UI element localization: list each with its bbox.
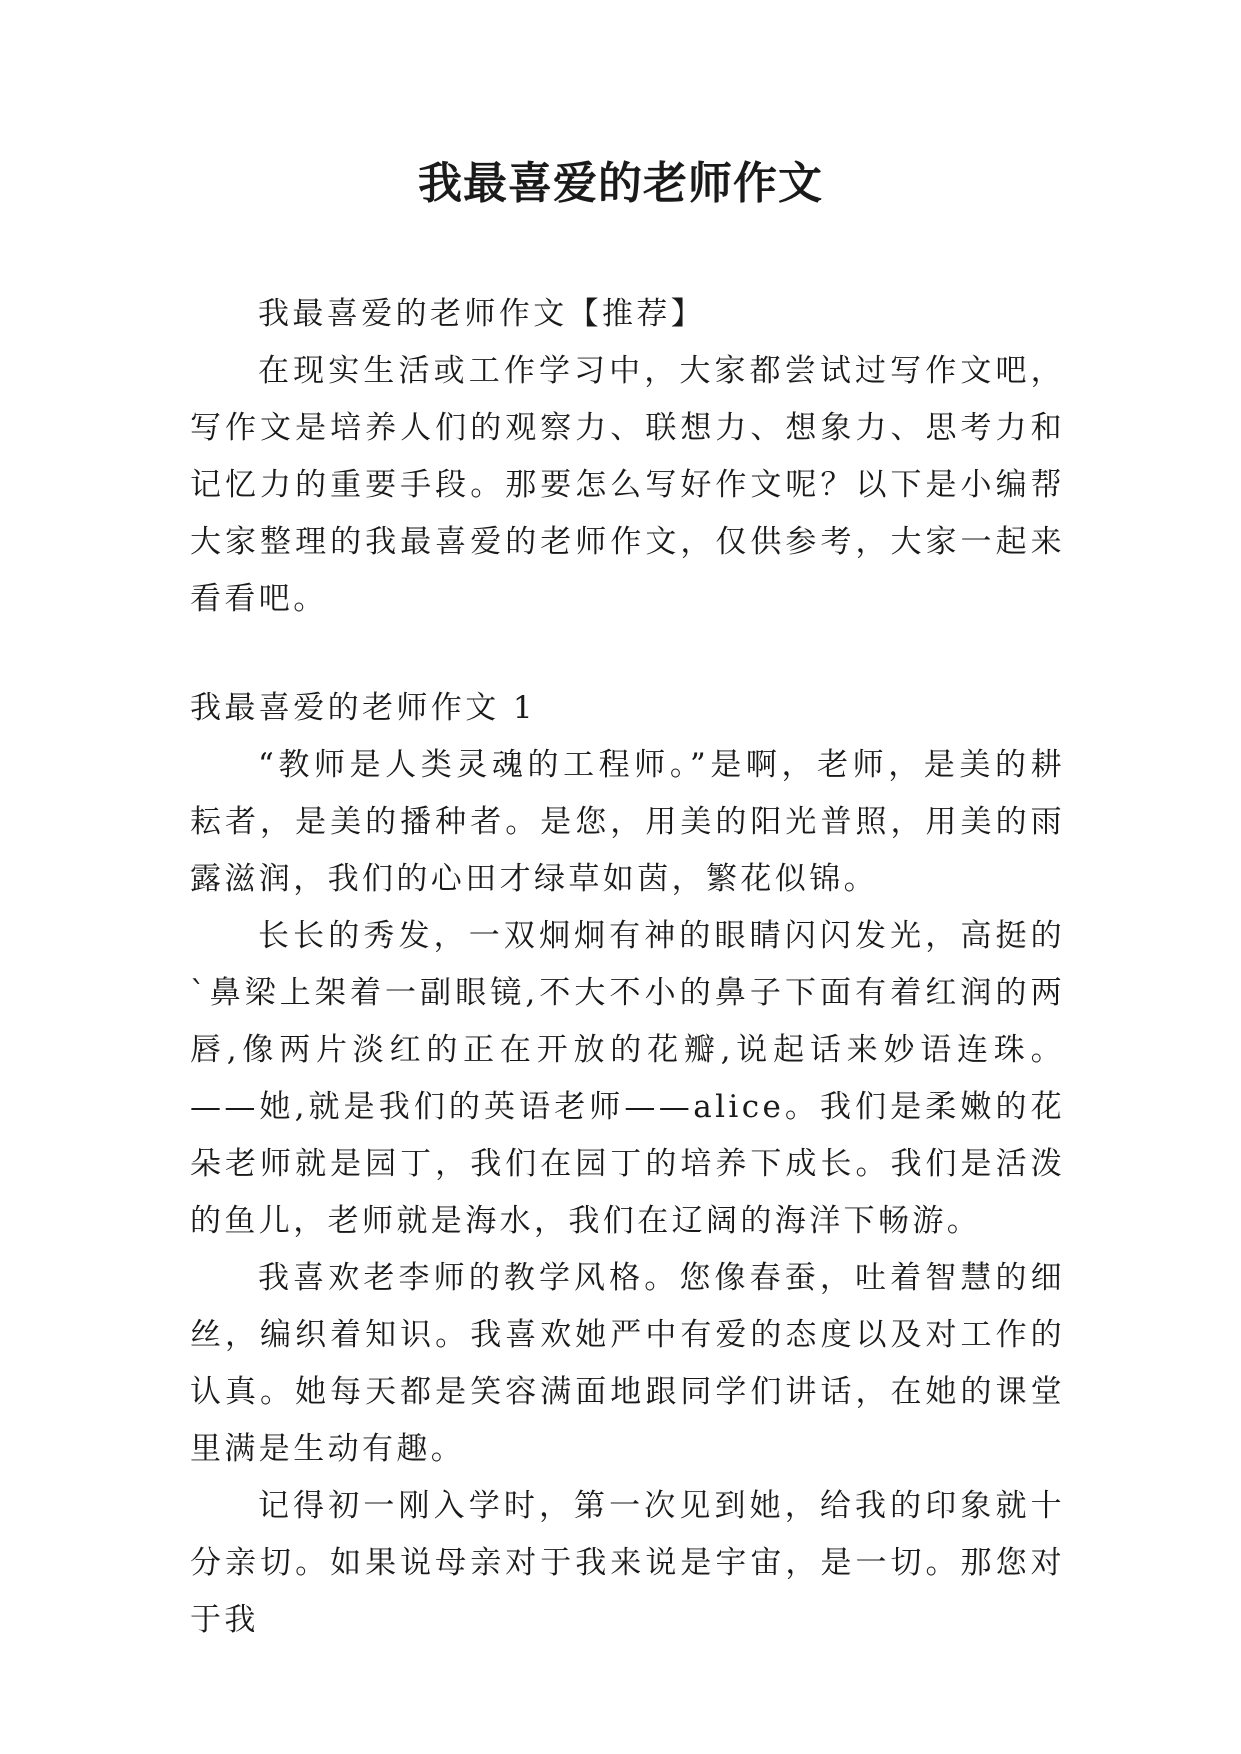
document-body	[190, 286, 1065, 1649]
body-paragraph: 长长的秀发，一双炯炯有神的眼睛闪闪发光，高挺的`鼻梁上架着一副眼镜,不大不小的鼻子下面有着红润的两唇,像两片淡红的正在开放的花瓣,说起话来妙语连珠。——她,就是我们的英语老师——alice。我们是柔嫩的花朵老师就是园丁，我们在园丁的培养下成长。我们是活泼的鱼儿，老师就是海水，我们在辽阔的海洋下畅游。	[190, 918, 1065, 1239]
section-heading: 我最喜爱的老师作文 1	[190, 690, 536, 726]
body-paragraph: 记得初一刚入学时，第一次见到她，给我的印象就十分亲切。如果说母亲对于我来说是宇宙，是一切。那您对于我	[190, 1488, 1065, 1638]
body-paragraph: 我喜欢老李师的教学风格。您像春蚕，吐着智慧的细丝，编织着知识。我喜欢她严中有爱的态度以及对工作的认真。她每天都是笑容满面地跟同学们讲话，在她的课堂里满是生动有趣。	[190, 1260, 1065, 1467]
body-paragraph: “教师是人类灵魂的工程师。”是啊，老师，是美的耕耘者，是美的播种者。是您，用美的阳光普照，用美的雨露滋润，我们的心田才绿草如茵，繁花似锦。	[190, 747, 1065, 897]
document-title: 我最喜爱的老师作文	[418, 158, 823, 209]
intro-paragraph: 在现实生活或工作学习中，大家都尝试过写作文吧，写作文是培养人们的观察力、联想力、想象力、思考力和记忆力的重要手段。那要怎么写好作文呢？以下是小编帮大家整理的我最喜爱的老师作文，仅供参考，大家一起来看看吧。	[190, 353, 1065, 617]
intro-subtitle: 我最喜爱的老师作文【推荐】	[258, 296, 706, 332]
